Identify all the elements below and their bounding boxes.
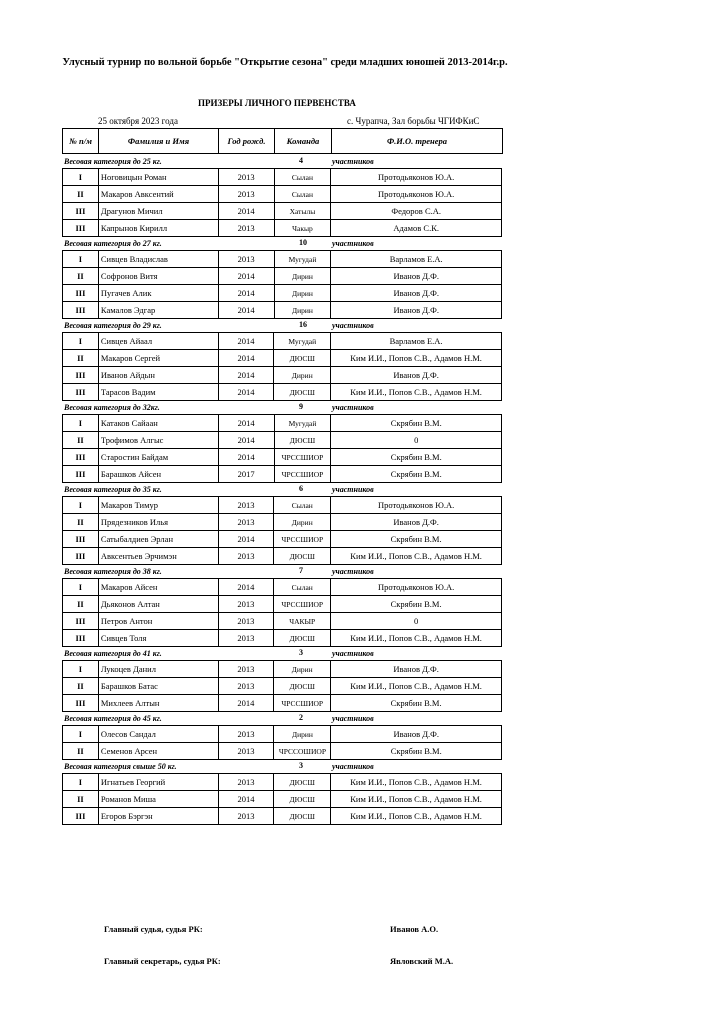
participant-count: 4 bbox=[299, 156, 303, 165]
cell-coach: Иванов Д.Ф. bbox=[331, 302, 502, 319]
cell-team: Дирин bbox=[274, 661, 331, 678]
cell-team: ЧАКЫР bbox=[274, 613, 331, 630]
cell-team: Хатылы bbox=[274, 203, 331, 220]
cell-place: I bbox=[63, 169, 99, 186]
cell-team: Сылан bbox=[274, 169, 331, 186]
table-row bbox=[63, 726, 502, 743]
cell-coach: Иванов Д.Ф. bbox=[331, 268, 502, 285]
cell-year: 2013 bbox=[218, 596, 274, 613]
cell-coach: Скрябин В.М. bbox=[331, 695, 502, 712]
cell-name: Тарасов Вадим bbox=[98, 384, 218, 401]
cell-team: ЧРССОШИОР bbox=[274, 743, 331, 760]
cell-place: I bbox=[63, 415, 99, 432]
cell-year: 2014 bbox=[218, 384, 274, 401]
cell-year: 2013 bbox=[218, 808, 274, 825]
cell-name: Игнатьев Георгий bbox=[98, 774, 218, 791]
cell-coach: Варламов Е.А. bbox=[331, 251, 502, 268]
category-table bbox=[62, 773, 502, 825]
participants-word: участников bbox=[332, 485, 374, 494]
cell-team: ЧРССШИОР bbox=[274, 449, 331, 466]
category-header bbox=[62, 237, 502, 250]
cell-coach: Протодьяконов Ю.А. bbox=[331, 169, 502, 186]
cell-name: Дьяконов Алтан bbox=[98, 596, 218, 613]
participant-count: 3 bbox=[299, 648, 303, 657]
table-row bbox=[63, 466, 502, 483]
category-header bbox=[62, 565, 502, 578]
secretary-name: Явловский М.А. bbox=[390, 956, 454, 966]
cell-place: II bbox=[63, 514, 99, 531]
cell-coach: Ким И.И., Попов С.В., Адамов Н.М. bbox=[331, 774, 502, 791]
cell-place: III bbox=[63, 613, 99, 630]
participant-count: 2 bbox=[299, 713, 303, 722]
participant-count: 10 bbox=[299, 238, 307, 247]
cell-team: Дирин bbox=[274, 514, 331, 531]
cell-team: ДЮСШ bbox=[274, 808, 331, 825]
cell-name: Прядезников Илья bbox=[98, 514, 218, 531]
table-row bbox=[63, 497, 502, 514]
cell-coach: Скрябин В.М. bbox=[331, 743, 502, 760]
cell-name: Сивцев Айаал bbox=[98, 333, 218, 350]
header-coach: Ф.И.О. тренера bbox=[332, 129, 503, 154]
header-table bbox=[62, 128, 503, 154]
cell-coach: 0 bbox=[331, 432, 502, 449]
table-row bbox=[63, 220, 502, 237]
participants-word: участников bbox=[332, 649, 374, 658]
cell-team: ДЮСШ bbox=[274, 678, 331, 695]
cell-name: Олесов Сандал bbox=[98, 726, 218, 743]
participants-word: участников bbox=[332, 157, 374, 166]
cell-name: Катаков Сайаан bbox=[98, 415, 218, 432]
participant-count: 9 bbox=[299, 402, 303, 411]
cell-year: 2013 bbox=[218, 548, 274, 565]
cell-year: 2013 bbox=[218, 497, 274, 514]
participants-word: участников bbox=[332, 762, 374, 771]
category-header bbox=[62, 483, 502, 496]
secretary-label: Главный секретарь, судья РК: bbox=[104, 956, 221, 966]
cell-year: 2013 bbox=[218, 514, 274, 531]
table-row bbox=[63, 613, 502, 630]
cell-place: II bbox=[63, 350, 99, 367]
participants-word: участников bbox=[332, 567, 374, 576]
table-row bbox=[63, 661, 502, 678]
category-table bbox=[62, 725, 502, 760]
cell-name: Пугачев Алик bbox=[98, 285, 218, 302]
cell-year: 2013 bbox=[218, 661, 274, 678]
cell-coach: Иванов Д.Ф. bbox=[331, 367, 502, 384]
cell-year: 2013 bbox=[218, 220, 274, 237]
participant-count: 3 bbox=[299, 761, 303, 770]
cell-name: Петров Антон bbox=[98, 613, 218, 630]
cell-place: III bbox=[63, 630, 99, 647]
category-header bbox=[62, 401, 502, 414]
cell-coach: Протодьяконов Ю.А. bbox=[331, 497, 502, 514]
cell-name: Макаров Сергей bbox=[98, 350, 218, 367]
cell-place: III bbox=[63, 449, 99, 466]
cell-year: 2014 bbox=[218, 302, 274, 319]
participants-word: участников bbox=[332, 321, 374, 330]
cell-name: Ноговицын Роман bbox=[98, 169, 218, 186]
cell-name: Камалов Эдгар bbox=[98, 302, 218, 319]
cell-place: II bbox=[63, 678, 99, 695]
cell-team: ДЮСШ bbox=[274, 791, 331, 808]
cell-place: II bbox=[63, 432, 99, 449]
category-label: Весовая категория до 35 кг. bbox=[64, 485, 162, 494]
cell-team: ДЮСШ bbox=[274, 432, 331, 449]
event-date: 25 октября 2023 года bbox=[98, 116, 178, 126]
participant-count: 16 bbox=[299, 320, 307, 329]
table-row bbox=[63, 186, 502, 203]
cell-name: Макаров Тимур bbox=[98, 497, 218, 514]
cell-coach: Ким И.И., Попов С.В., Адамов Н.М. bbox=[331, 678, 502, 695]
table-row bbox=[63, 169, 502, 186]
cell-year: 2013 bbox=[218, 678, 274, 695]
cell-team: Сылан bbox=[274, 186, 331, 203]
cell-place: III bbox=[63, 302, 99, 319]
cell-name: Трофимов Алгыс bbox=[98, 432, 218, 449]
cell-year: 2013 bbox=[218, 630, 274, 647]
header-name: Фамилия и Имя bbox=[99, 129, 219, 154]
cell-year: 2014 bbox=[218, 531, 274, 548]
cell-name: Барашков Батас bbox=[98, 678, 218, 695]
cell-name: Макаров Авксентий bbox=[98, 186, 218, 203]
category-label: Весовая категория до 41 кг. bbox=[64, 649, 162, 658]
header-year: Год рожд. bbox=[219, 129, 275, 154]
cell-year: 2014 bbox=[218, 432, 274, 449]
cell-coach: Иванов Д.Ф. bbox=[331, 514, 502, 531]
cell-team: ДЮСШ bbox=[274, 384, 331, 401]
table-row bbox=[63, 678, 502, 695]
cell-team: Сылан bbox=[274, 497, 331, 514]
cell-name: Софронов Витя bbox=[98, 268, 218, 285]
cell-team: ЧРССШИОР bbox=[274, 695, 331, 712]
judge-label: Главный судья, судья РК: bbox=[104, 924, 203, 934]
cell-coach: Протодьяконов Ю.А. bbox=[331, 579, 502, 596]
category-label: Весовая категория до 38 кг. bbox=[64, 567, 162, 576]
cell-coach: Скрябин В.М. bbox=[331, 596, 502, 613]
cell-name: Авксентьев Эрчимэн bbox=[98, 548, 218, 565]
category-header bbox=[62, 155, 502, 168]
table-row bbox=[63, 808, 502, 825]
cell-name: Макаров Айсен bbox=[98, 579, 218, 596]
participant-count: 6 bbox=[299, 484, 303, 493]
table-row bbox=[63, 367, 502, 384]
cell-coach: Скрябин В.М. bbox=[331, 466, 502, 483]
cell-team: Дирин bbox=[274, 726, 331, 743]
cell-place: III bbox=[63, 220, 99, 237]
category-label: Весовая категория до 25 кг. bbox=[64, 157, 162, 166]
cell-name: Старостин Байдам bbox=[98, 449, 218, 466]
cell-coach: Ким И.И., Попов С.В., Адамов Н.М. bbox=[331, 548, 502, 565]
cell-team: Мугудай bbox=[274, 333, 331, 350]
cell-place: II bbox=[63, 268, 99, 285]
cell-name: Михлеев Алтын bbox=[98, 695, 218, 712]
cell-place: II bbox=[63, 186, 99, 203]
cell-year: 2014 bbox=[218, 367, 274, 384]
category-header bbox=[62, 319, 502, 332]
cell-place: III bbox=[63, 367, 99, 384]
cell-place: III bbox=[63, 384, 99, 401]
cell-coach: 0 bbox=[331, 613, 502, 630]
category-table bbox=[62, 414, 502, 483]
table-row bbox=[63, 774, 502, 791]
cell-place: I bbox=[63, 774, 99, 791]
cell-place: I bbox=[63, 726, 99, 743]
category-table bbox=[62, 168, 502, 237]
cell-team: Дирин bbox=[274, 285, 331, 302]
category-label: Весовая категория до 45 кг. bbox=[64, 714, 162, 723]
table-row bbox=[63, 630, 502, 647]
table-row bbox=[63, 285, 502, 302]
cell-year: 2013 bbox=[218, 251, 274, 268]
cell-coach: Иванов Д.Ф. bbox=[331, 661, 502, 678]
table-row bbox=[63, 695, 502, 712]
cell-team: Мугудай bbox=[274, 415, 331, 432]
category-header bbox=[62, 760, 502, 773]
cell-coach: Скрябин В.М. bbox=[331, 531, 502, 548]
participant-count: 7 bbox=[299, 566, 303, 575]
cell-place: III bbox=[63, 808, 99, 825]
cell-team: Дирин bbox=[274, 268, 331, 285]
cell-coach: Скрябин В.М. bbox=[331, 415, 502, 432]
cell-name: Капрынов Кирилл bbox=[98, 220, 218, 237]
cell-coach: Скрябин В.М. bbox=[331, 449, 502, 466]
cell-place: III bbox=[63, 203, 99, 220]
cell-year: 2017 bbox=[218, 466, 274, 483]
table-row bbox=[63, 203, 502, 220]
cell-coach: Ким И.И., Попов С.В., Адамов Н.М. bbox=[331, 384, 502, 401]
cell-name: Барашков Айсен bbox=[98, 466, 218, 483]
cell-team: Дирин bbox=[274, 302, 331, 319]
cell-place: I bbox=[63, 333, 99, 350]
cell-coach: Ким И.И., Попов С.В., Адамов Н.М. bbox=[331, 808, 502, 825]
cell-team: ДЮСШ bbox=[274, 548, 331, 565]
cell-place: III bbox=[63, 531, 99, 548]
document-title: Улусный турнир по вольной борьбе "Открытие сезона" среди младших юношей 2013-2014г.р. bbox=[62, 57, 508, 68]
cell-place: II bbox=[63, 596, 99, 613]
cell-year: 2013 bbox=[218, 726, 274, 743]
cell-coach: Ким И.И., Попов С.В., Адамов Н.М. bbox=[331, 630, 502, 647]
category-header bbox=[62, 712, 502, 725]
table-row bbox=[63, 743, 502, 760]
cell-place: III bbox=[63, 695, 99, 712]
cell-year: 2014 bbox=[218, 695, 274, 712]
cell-year: 2014 bbox=[218, 449, 274, 466]
table-row bbox=[63, 268, 502, 285]
cell-team: Сылан bbox=[274, 579, 331, 596]
table-row bbox=[63, 579, 502, 596]
category-label: Весовая категория до 27 кг. bbox=[64, 239, 162, 248]
event-place: с. Чурапча, Зал борьбы ЧГИФКиС bbox=[347, 116, 480, 126]
cell-coach: Протодьяконов Ю.А. bbox=[331, 186, 502, 203]
cell-team: Мугудай bbox=[274, 251, 331, 268]
participants-word: участников bbox=[332, 714, 374, 723]
cell-team: ЧРССШИОР bbox=[274, 596, 331, 613]
category-table bbox=[62, 660, 502, 712]
results-list bbox=[62, 155, 502, 825]
table-row bbox=[63, 531, 502, 548]
cell-name: Иванов Айдын bbox=[98, 367, 218, 384]
cell-year: 2013 bbox=[218, 186, 274, 203]
cell-team: ЧРССШИОР bbox=[274, 531, 331, 548]
cell-place: II bbox=[63, 791, 99, 808]
table-row bbox=[63, 514, 502, 531]
cell-place: II bbox=[63, 743, 99, 760]
cell-year: 2014 bbox=[218, 415, 274, 432]
category-table bbox=[62, 332, 502, 401]
cell-place: I bbox=[63, 497, 99, 514]
cell-name: Егоров Бэргэн bbox=[98, 808, 218, 825]
cell-name: Драгунов Мичил bbox=[98, 203, 218, 220]
cell-team: ЧРССШИОР bbox=[274, 466, 331, 483]
table-row bbox=[63, 350, 502, 367]
category-table bbox=[62, 250, 502, 319]
cell-name: Сатыбалдиев Эрлан bbox=[98, 531, 218, 548]
cell-team: Дирин bbox=[274, 367, 331, 384]
cell-coach: Ким И.И., Попов С.В., Адамов Н.М. bbox=[331, 350, 502, 367]
cell-name: Сивцев Владислав bbox=[98, 251, 218, 268]
table-row bbox=[63, 333, 502, 350]
category-label: Весовая категория свыше 50 кг. bbox=[64, 762, 177, 771]
header-place: № п/м bbox=[63, 129, 99, 154]
cell-place: III bbox=[63, 466, 99, 483]
cell-team: ДЮСШ bbox=[274, 774, 331, 791]
category-label: Весовая категория до 29 кг. bbox=[64, 321, 162, 330]
document-subtitle: ПРИЗЕРЫ ЛИЧНОГО ПЕРВЕНСТВА bbox=[198, 98, 356, 108]
cell-place: I bbox=[63, 251, 99, 268]
cell-place: III bbox=[63, 548, 99, 565]
cell-coach: Федоров С.А. bbox=[331, 203, 502, 220]
table-row bbox=[63, 415, 502, 432]
cell-year: 2014 bbox=[218, 285, 274, 302]
cell-coach: Иванов Д.Ф. bbox=[331, 726, 502, 743]
category-table bbox=[62, 496, 502, 565]
cell-year: 2014 bbox=[218, 350, 274, 367]
cell-coach: Адамов С.К. bbox=[331, 220, 502, 237]
category-header bbox=[62, 647, 502, 660]
cell-year: 2013 bbox=[218, 774, 274, 791]
cell-year: 2014 bbox=[218, 203, 274, 220]
cell-coach: Ким И.И., Попов С.В., Адамов Н.М. bbox=[331, 791, 502, 808]
cell-name: Романов Миша bbox=[98, 791, 218, 808]
table-row bbox=[63, 432, 502, 449]
cell-name: Лукоцев Данил bbox=[98, 661, 218, 678]
cell-year: 2014 bbox=[218, 579, 274, 596]
table-row bbox=[63, 548, 502, 565]
cell-team: Чакыр bbox=[274, 220, 331, 237]
judge-name: Иванов А.О. bbox=[390, 924, 439, 934]
cell-year: 2013 bbox=[218, 743, 274, 760]
participants-word: участников bbox=[332, 239, 374, 248]
table-row bbox=[63, 596, 502, 613]
category-table bbox=[62, 578, 502, 647]
cell-year: 2014 bbox=[218, 791, 274, 808]
cell-name: Семенов Арсен bbox=[98, 743, 218, 760]
participants-word: участников bbox=[332, 403, 374, 412]
cell-year: 2014 bbox=[218, 333, 274, 350]
cell-year: 2013 bbox=[218, 613, 274, 630]
category-label: Весовая категория до 32кг. bbox=[64, 403, 160, 412]
table-row bbox=[63, 302, 502, 319]
table-row bbox=[63, 384, 502, 401]
table-row bbox=[63, 449, 502, 466]
cell-team: ДЮСШ bbox=[274, 630, 331, 647]
cell-team: ДЮСШ bbox=[274, 350, 331, 367]
cell-year: 2014 bbox=[218, 268, 274, 285]
cell-name: Сивцев Толя bbox=[98, 630, 218, 647]
table-row bbox=[63, 791, 502, 808]
cell-coach: Иванов Д.Ф. bbox=[331, 285, 502, 302]
cell-place: I bbox=[63, 579, 99, 596]
cell-place: I bbox=[63, 661, 99, 678]
cell-year: 2013 bbox=[218, 169, 274, 186]
header-team: Команда bbox=[275, 129, 332, 154]
cell-place: III bbox=[63, 285, 99, 302]
table-row bbox=[63, 251, 502, 268]
cell-coach: Варламов Е.А. bbox=[331, 333, 502, 350]
